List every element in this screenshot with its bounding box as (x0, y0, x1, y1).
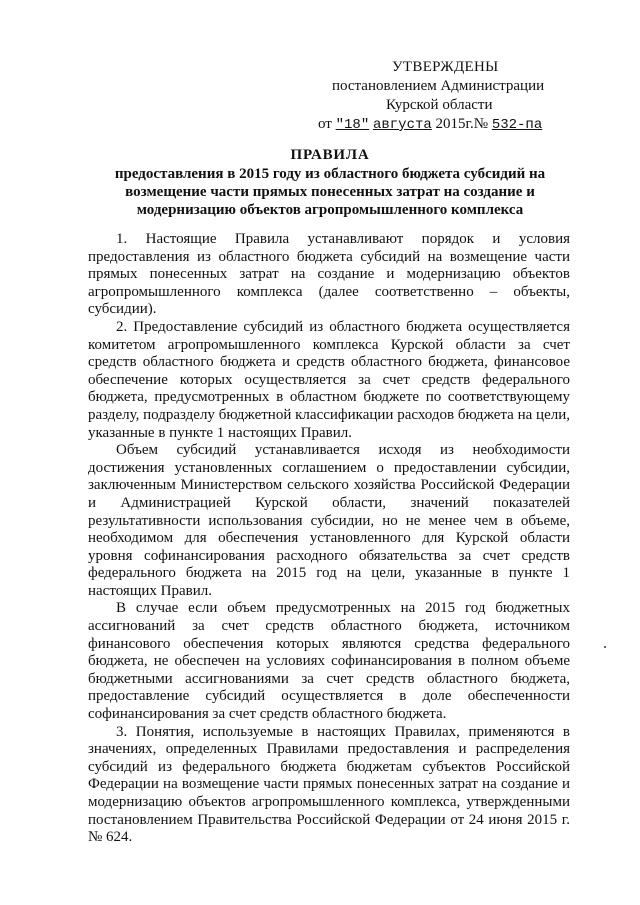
approval-month: августа (372, 117, 432, 133)
paragraph-2: 2. Предоставление субсидий из областного бюджета осуществляется комитетом агропромышленного комплекса Курской области за счет средств областного бюджета и средств областного бюджета, финансовое обеспечение которых осуществляется за счет средств федерального бюджета, предусмотренных в областном бюджете по соответствующему разделу, подразделу бюджетной классификации расходов бюджета на цели, указанные в пункте 1 настоящих Правил. (88, 318, 570, 441)
scan-speck (604, 646, 606, 648)
paragraph-3: 3. Понятия, используемые в настоящих Правилах, применяются в значениях, определенных Правилами предоставления и распределения субсидий из федерального бюджета бюджетам субъектов Российской Федерации на возмещение части прямых понесенных затрат на создание и модернизацию объектов агропромышленного комплекса, утвержденными постановлением Правительства Российской Федерации от 24 июня 2015 г. № 624. (88, 723, 570, 846)
document-subtitle-line: предоставления в 2015 году из областного бюджета субсидий на (114, 166, 546, 182)
document-subtitle-line: модернизацию объектов агропромышленного комплекса (136, 202, 524, 218)
approval-date-line (318, 115, 588, 135)
approval-date-prefix: от (318, 116, 332, 132)
paragraph-2-case: В случае если объем предусмотренных на 2015 год бюджетных ассигнований за счет средств областного бюджета, источником финансового обеспечения которых являются средства федерального бюджета, не обеспечен на условиях софинансирования в полном объеме бюджетными ассигнованиями за счет средств областного бюджета, предоставление субсидий осуществляется в доле обеспеченности софинансирования за счет средств областного бюджета. (88, 600, 570, 723)
document-title-block (100, 146, 560, 219)
document-subtitle-line: возмещение части прямых понесенных затрат на создание и (125, 184, 535, 200)
document-title: ПРАВИЛА (290, 147, 370, 163)
approval-number: 532-па (491, 117, 543, 133)
approval-day: "18" (335, 117, 370, 133)
document-body (88, 231, 570, 847)
paragraph-1: 1. Настоящие Правила устанавливают порядок и условия предоставления из областного бюджета субсидий на возмещение части прямых понесенных затрат на создание и модернизацию объектов агропромышленного комплекса (далее соответственно – объекты, субсидии). (88, 231, 570, 318)
approval-year-number-label: 2015г.№ (435, 116, 489, 132)
approval-stamp-block (318, 58, 588, 135)
approval-region: Курской области (386, 97, 493, 113)
paragraph-2-volume: Объем субсидий устанавливается исходя из необходимости достижения установленных соглашением о предоставлении субсидии, заключенным Министерством сельского хозяйства Российской Федерации и Администрацией Курской области, значений показателей результативности использования субсидии, но не менее чем в объеме, необходимом для обеспечения установленного для Курской области уровня софинансирования расходного обязательства за счет средств федерального бюджета на 2015 год на цели, указанные в пункте 1 настоящих Правил. (88, 442, 570, 599)
approval-title: УТВЕРЖДЕНЫ (392, 59, 499, 75)
approval-issuer: постановлением Администрации (332, 78, 545, 94)
